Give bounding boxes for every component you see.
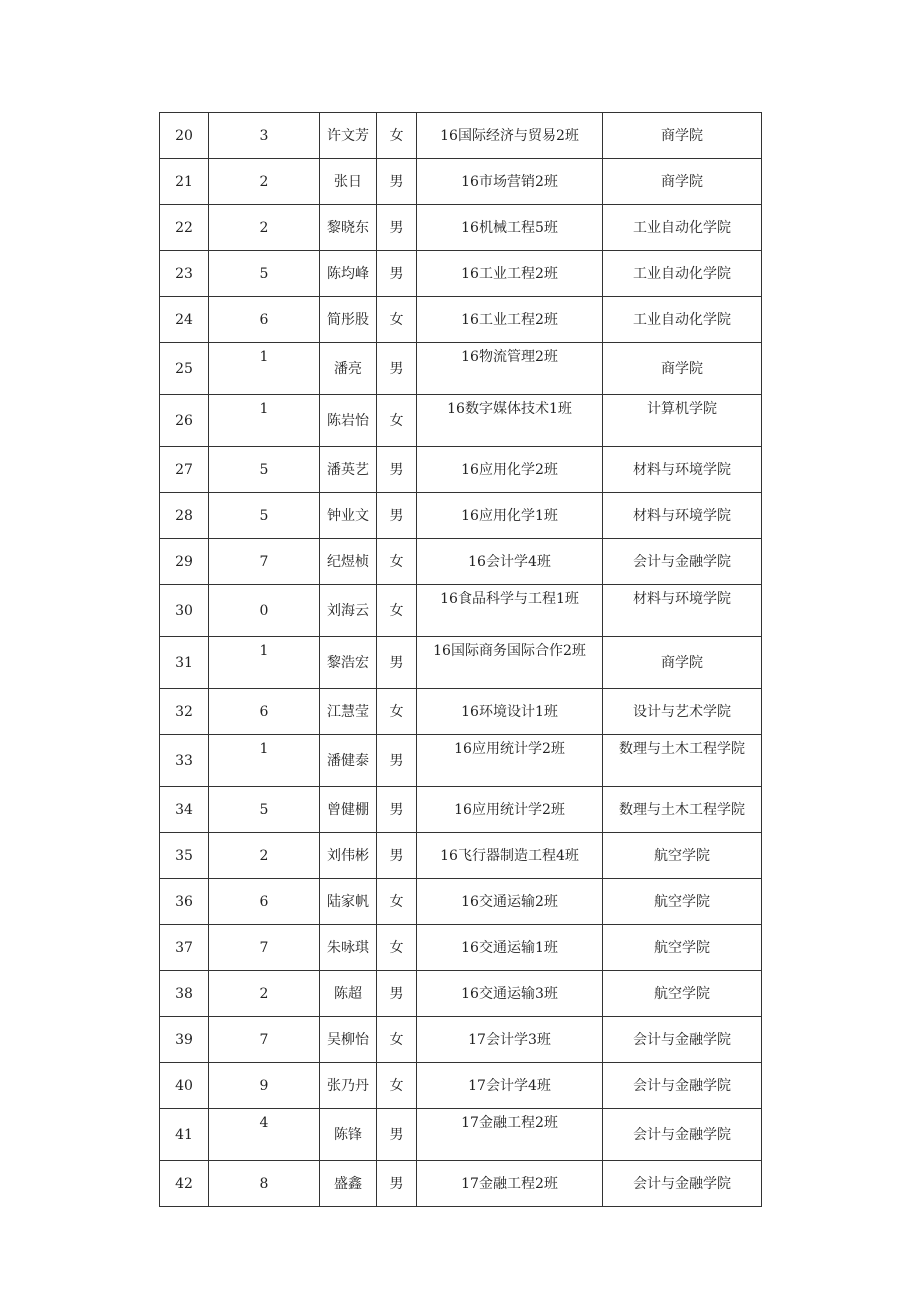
class-cell: 17会计学3班 <box>417 1017 603 1063</box>
count-cell: 5 <box>209 447 320 493</box>
college-cell: 航空学院 <box>603 833 762 879</box>
count-cell: 2 <box>209 833 320 879</box>
college-cell: 商学院 <box>603 343 762 395</box>
row-number-cell: 27 <box>160 447 209 493</box>
class-cell: 16应用统计学2班 <box>417 787 603 833</box>
row-number-cell: 31 <box>160 637 209 689</box>
row-number-cell: 40 <box>160 1063 209 1109</box>
student-name-cell: 陆家帆 <box>320 879 377 925</box>
table-row <box>160 735 762 787</box>
gender-cell: 男 <box>377 971 417 1017</box>
row-number-cell: 25 <box>160 343 209 395</box>
class-cell: 16国际经济与贸易2班 <box>417 113 603 159</box>
class-cell: 16交通运输3班 <box>417 971 603 1017</box>
table-row <box>160 447 762 493</box>
college-cell: 数理与土木工程学院 <box>603 787 762 833</box>
college-cell: 材料与环境学院 <box>603 493 762 539</box>
student-name-cell: 黎晓东 <box>320 205 377 251</box>
college-cell: 航空学院 <box>603 971 762 1017</box>
row-number-cell: 34 <box>160 787 209 833</box>
row-number-cell: 21 <box>160 159 209 205</box>
table-row <box>160 1017 762 1063</box>
table-row <box>160 251 762 297</box>
table-row <box>160 493 762 539</box>
class-cell: 17金融工程2班 <box>417 1109 603 1161</box>
gender-cell: 男 <box>377 159 417 205</box>
count-cell: 2 <box>209 205 320 251</box>
class-cell: 16应用化学2班 <box>417 447 603 493</box>
class-cell: 16交通运输1班 <box>417 925 603 971</box>
gender-cell: 男 <box>377 343 417 395</box>
count-cell: 2 <box>209 159 320 205</box>
gender-cell: 男 <box>377 205 417 251</box>
student-name-cell: 许文芳 <box>320 113 377 159</box>
count-cell: 0 <box>209 585 320 637</box>
table-row <box>160 787 762 833</box>
count-cell: 6 <box>209 689 320 735</box>
college-cell: 会计与金融学院 <box>603 1109 762 1161</box>
row-number-cell: 38 <box>160 971 209 1017</box>
table-row <box>160 833 762 879</box>
table-row <box>160 343 762 395</box>
class-cell: 16飞行器制造工程4班 <box>417 833 603 879</box>
count-cell: 8 <box>209 1161 320 1207</box>
table-row <box>160 539 762 585</box>
gender-cell: 男 <box>377 637 417 689</box>
count-cell: 7 <box>209 539 320 585</box>
gender-cell: 女 <box>377 925 417 971</box>
college-cell: 会计与金融学院 <box>603 1063 762 1109</box>
college-cell: 商学院 <box>603 113 762 159</box>
count-cell: 5 <box>209 493 320 539</box>
count-cell: 6 <box>209 297 320 343</box>
student-name-cell: 盛鑫 <box>320 1161 377 1207</box>
college-cell: 计算机学院 <box>603 395 762 447</box>
class-cell: 16工业工程2班 <box>417 297 603 343</box>
count-cell: 5 <box>209 787 320 833</box>
count-cell: 6 <box>209 879 320 925</box>
gender-cell: 女 <box>377 297 417 343</box>
count-cell: 3 <box>209 113 320 159</box>
class-cell: 16应用化学1班 <box>417 493 603 539</box>
table-row <box>160 297 762 343</box>
student-name-cell: 刘海云 <box>320 585 377 637</box>
gender-cell: 女 <box>377 1063 417 1109</box>
gender-cell: 女 <box>377 879 417 925</box>
table-row <box>160 971 762 1017</box>
table-row <box>160 637 762 689</box>
row-number-cell: 41 <box>160 1109 209 1161</box>
row-number-cell: 30 <box>160 585 209 637</box>
class-cell: 16市场营销2班 <box>417 159 603 205</box>
student-name-cell: 潘亮 <box>320 343 377 395</box>
student-name-cell: 陈岩怡 <box>320 395 377 447</box>
class-cell: 16会计学4班 <box>417 539 603 585</box>
count-cell: 1 <box>209 637 320 689</box>
table-row <box>160 113 762 159</box>
class-cell: 16工业工程2班 <box>417 251 603 297</box>
college-cell: 航空学院 <box>603 879 762 925</box>
row-number-cell: 26 <box>160 395 209 447</box>
college-cell: 工业自动化学院 <box>603 205 762 251</box>
college-cell: 商学院 <box>603 159 762 205</box>
college-cell: 设计与艺术学院 <box>603 689 762 735</box>
gender-cell: 女 <box>377 539 417 585</box>
class-cell: 17会计学4班 <box>417 1063 603 1109</box>
class-cell: 16环境设计1班 <box>417 689 603 735</box>
college-cell: 工业自动化学院 <box>603 251 762 297</box>
roster-body <box>160 113 762 1207</box>
count-cell: 7 <box>209 1017 320 1063</box>
count-cell: 1 <box>209 735 320 787</box>
class-cell: 16机械工程5班 <box>417 205 603 251</box>
count-cell: 9 <box>209 1063 320 1109</box>
college-cell: 数理与土木工程学院 <box>603 735 762 787</box>
count-cell: 1 <box>209 395 320 447</box>
student-name-cell: 朱咏琪 <box>320 925 377 971</box>
row-number-cell: 33 <box>160 735 209 787</box>
student-name-cell: 刘伟彬 <box>320 833 377 879</box>
gender-cell: 女 <box>377 395 417 447</box>
gender-cell: 男 <box>377 1109 417 1161</box>
table-row <box>160 1161 762 1207</box>
class-cell: 16物流管理2班 <box>417 343 603 395</box>
count-cell: 5 <box>209 251 320 297</box>
student-name-cell: 陈锋 <box>320 1109 377 1161</box>
row-number-cell: 24 <box>160 297 209 343</box>
student-name-cell: 吴柳怡 <box>320 1017 377 1063</box>
row-number-cell: 42 <box>160 1161 209 1207</box>
class-cell: 16食品科学与工程1班 <box>417 585 603 637</box>
student-name-cell: 陈超 <box>320 971 377 1017</box>
row-number-cell: 35 <box>160 833 209 879</box>
gender-cell: 男 <box>377 1161 417 1207</box>
college-cell: 会计与金融学院 <box>603 539 762 585</box>
row-number-cell: 22 <box>160 205 209 251</box>
college-cell: 航空学院 <box>603 925 762 971</box>
row-number-cell: 37 <box>160 925 209 971</box>
table-row <box>160 395 762 447</box>
table-row <box>160 925 762 971</box>
student-name-cell: 潘健泰 <box>320 735 377 787</box>
student-name-cell: 纪煜桢 <box>320 539 377 585</box>
count-cell: 7 <box>209 925 320 971</box>
class-cell: 16数字媒体技术1班 <box>417 395 603 447</box>
class-cell: 17金融工程2班 <box>417 1161 603 1207</box>
row-number-cell: 36 <box>160 879 209 925</box>
row-number-cell: 20 <box>160 113 209 159</box>
count-cell: 1 <box>209 343 320 395</box>
class-cell: 16交通运输2班 <box>417 879 603 925</box>
row-number-cell: 28 <box>160 493 209 539</box>
college-cell: 材料与环境学院 <box>603 447 762 493</box>
student-name-cell: 张乃丹 <box>320 1063 377 1109</box>
count-cell: 4 <box>209 1109 320 1161</box>
student-name-cell: 张日 <box>320 159 377 205</box>
table-row <box>160 1109 762 1161</box>
class-cell: 16国际商务国际合作2班 <box>417 637 603 689</box>
college-cell: 材料与环境学院 <box>603 585 762 637</box>
gender-cell: 女 <box>377 689 417 735</box>
student-name-cell: 钟业文 <box>320 493 377 539</box>
gender-cell: 女 <box>377 585 417 637</box>
student-name-cell: 曾健棚 <box>320 787 377 833</box>
college-cell: 会计与金融学院 <box>603 1161 762 1207</box>
gender-cell: 男 <box>377 447 417 493</box>
table-row <box>160 159 762 205</box>
row-number-cell: 39 <box>160 1017 209 1063</box>
student-name-cell: 黎浩宏 <box>320 637 377 689</box>
count-cell: 2 <box>209 971 320 1017</box>
student-name-cell: 陈均峰 <box>320 251 377 297</box>
gender-cell: 男 <box>377 493 417 539</box>
table-row <box>160 879 762 925</box>
gender-cell: 男 <box>377 787 417 833</box>
table-row <box>160 585 762 637</box>
gender-cell: 女 <box>377 113 417 159</box>
college-cell: 商学院 <box>603 637 762 689</box>
student-name-cell: 简彤股 <box>320 297 377 343</box>
gender-cell: 男 <box>377 735 417 787</box>
college-cell: 会计与金融学院 <box>603 1017 762 1063</box>
student-name-cell: 江慧莹 <box>320 689 377 735</box>
row-number-cell: 23 <box>160 251 209 297</box>
gender-cell: 男 <box>377 251 417 297</box>
table-row <box>160 689 762 735</box>
gender-cell: 男 <box>377 833 417 879</box>
table-row <box>160 205 762 251</box>
gender-cell: 女 <box>377 1017 417 1063</box>
row-number-cell: 29 <box>160 539 209 585</box>
student-roster-table <box>159 112 762 1207</box>
college-cell: 工业自动化学院 <box>603 297 762 343</box>
class-cell: 16应用统计学2班 <box>417 735 603 787</box>
student-name-cell: 潘英艺 <box>320 447 377 493</box>
table-row <box>160 1063 762 1109</box>
row-number-cell: 32 <box>160 689 209 735</box>
